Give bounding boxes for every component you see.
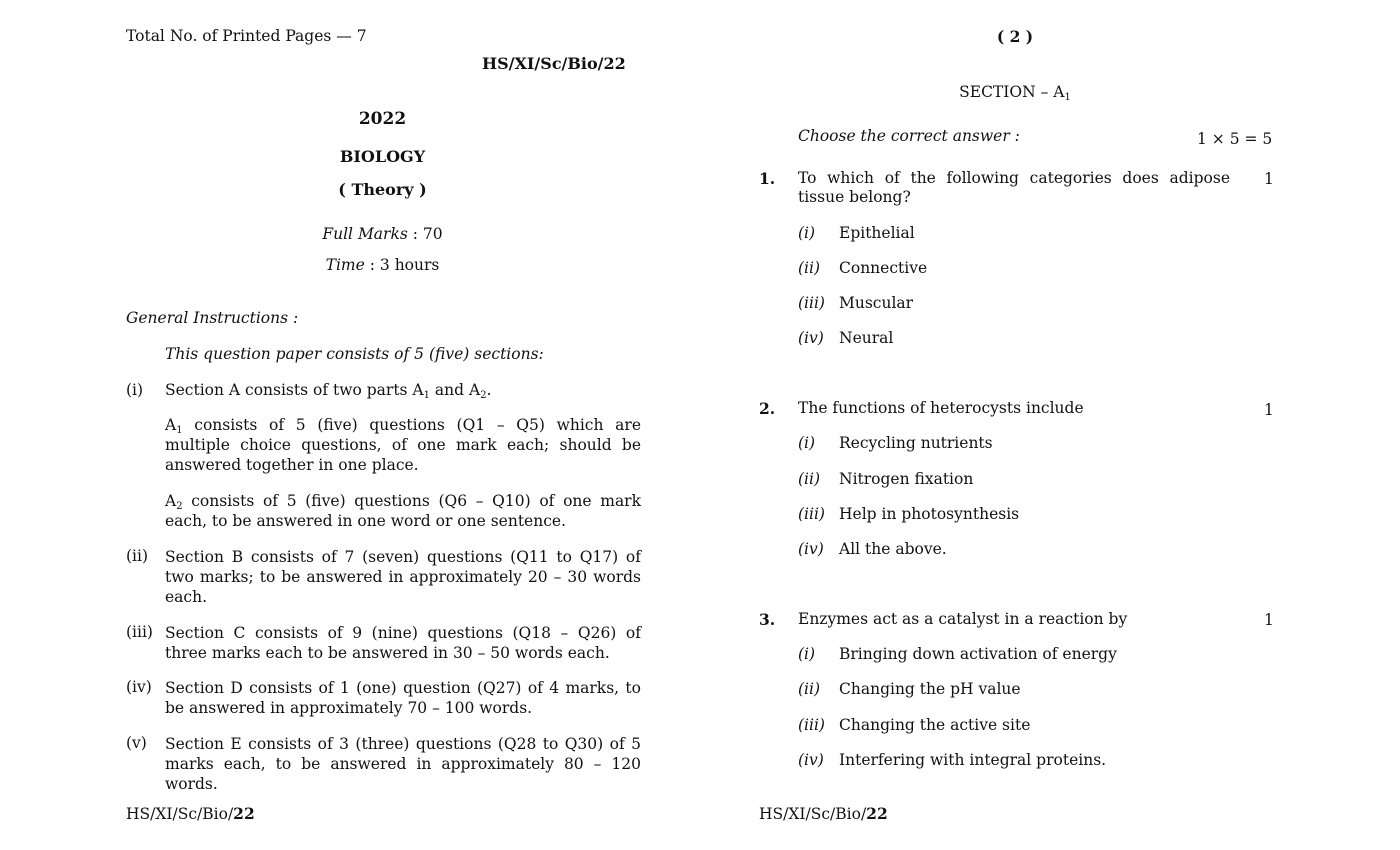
instruction-item: Section C consists of 9 (nine) questions (Q18 – Q26) of three marks each to be answered in 30 – 50 words each.	[165, 624, 641, 662]
option-text: Recycling nutrients	[839, 434, 993, 452]
page-footer	[126, 804, 255, 823]
option-text: Connective	[839, 259, 928, 277]
instruction-text: consists of 5 (five) questions (Q6 – Q10) of one mark each, to be answered in one word or one sentence.	[165, 492, 641, 530]
printed-pages-note: Total No. of Printed Pages — 7	[126, 27, 367, 45]
exam-year: 2022	[358, 109, 407, 129]
time-value: : 3 hours	[369, 256, 440, 274]
paper-code: HS/XI/Sc/Bio/22	[482, 54, 626, 73]
instruction-item	[165, 415, 641, 475]
subscript: 2	[176, 501, 183, 512]
instruction-marker: (ii)	[126, 547, 149, 565]
option-label: (iii)	[798, 294, 825, 312]
time-allowed	[270, 256, 495, 274]
option-label: (iv)	[798, 329, 824, 347]
instruction-text: Section A consists of two parts A	[165, 381, 424, 399]
subscript: 1	[423, 390, 430, 401]
question-marks: 1	[1264, 611, 1274, 629]
question-text: Enzymes act as a catalyst in a reaction by	[798, 610, 1128, 628]
option-label: (ii)	[798, 259, 821, 277]
option-label: (i)	[798, 224, 816, 242]
option-text: All the above.	[839, 540, 947, 558]
choose-instruction: Choose the correct answer :	[798, 127, 1020, 145]
question-number: 3.	[759, 610, 776, 629]
option-label: (iv)	[798, 751, 824, 769]
option-label: (ii)	[798, 470, 821, 488]
instructions-intro: This question paper consists of 5 (five) sections:	[165, 345, 544, 363]
option-text: Interfering with integral proteins.	[839, 751, 1107, 769]
question-number: 2.	[759, 399, 776, 418]
instruction-marker: (iv)	[126, 678, 152, 696]
instruction-text: and A	[430, 381, 481, 399]
question-marks: 1	[1264, 170, 1274, 188]
option-label: (iv)	[798, 540, 824, 558]
subject-title: BIOLOGY	[339, 147, 426, 166]
option-text: Muscular	[839, 294, 914, 312]
subscript: 2	[480, 390, 487, 401]
section-title	[940, 83, 1090, 101]
instruction-text: .	[486, 381, 492, 399]
instruction-marker: (iii)	[126, 623, 153, 641]
option-label: (i)	[798, 434, 816, 452]
footer-code: HS/XI/Sc/Bio/	[759, 805, 867, 823]
instruction-marker: (i)	[126, 381, 144, 399]
instruction-marker: (v)	[126, 734, 147, 752]
question-marks: 1	[1264, 401, 1274, 419]
option-text: Bringing down activation of energy	[839, 645, 1117, 663]
question-number: 1.	[759, 169, 776, 188]
option-label: (iii)	[798, 505, 825, 523]
instruction-item	[165, 491, 641, 531]
footer-number: 22	[233, 804, 255, 823]
option-text: Changing the pH value	[839, 680, 1021, 698]
right-page	[700, 0, 1400, 850]
page-footer	[759, 804, 888, 823]
option-text: Epithelial	[839, 224, 915, 242]
option-label: (i)	[798, 645, 816, 663]
subscript: 1	[176, 425, 183, 436]
instruction-item	[165, 381, 492, 399]
option-text: Help in photosynthesis	[839, 505, 1020, 523]
option-text: Nitrogen fixation	[839, 470, 974, 488]
instructions-heading: General Instructions :	[126, 309, 299, 327]
option-text: Changing the active site	[839, 716, 1031, 734]
instruction-text: A	[165, 492, 177, 510]
footer-number: 22	[866, 804, 888, 823]
instruction-item: Section D consists of 1 (one) question (Q27) of 4 marks, to be answered in approximately 70 – 100 words.	[165, 679, 641, 717]
subscript: 1	[1064, 92, 1071, 103]
question-text: The functions of heterocysts include	[798, 399, 1084, 417]
full-marks	[270, 225, 495, 243]
option-label: (iii)	[798, 716, 825, 734]
full-marks-label: Full Marks	[322, 225, 408, 243]
paper-type: ( Theory )	[338, 180, 427, 199]
time-label: Time	[325, 256, 365, 274]
question-text: To which of the following categories does adipose tissue belong?	[798, 169, 1230, 206]
option-text: Neural	[839, 329, 894, 347]
instruction-text: A	[165, 416, 177, 434]
footer-code: HS/XI/Sc/Bio/	[126, 805, 234, 823]
instruction-text: consists of 5 (five) questions (Q1 – Q5) which are multiple choice questions, of one mark each; should be answered together in one place.	[165, 416, 641, 474]
instruction-item: Section E consists of 3 (three) questions (Q28 to Q30) of 5 marks each, to be answered in approximately 80 – 120 words.	[165, 735, 641, 793]
section-title-text: SECTION – A	[959, 83, 1065, 101]
instruction-item: Section B consists of 7 (seven) questions (Q11 to Q17) of two marks; to be answered in approximately 20 – 30 words each.	[165, 548, 641, 606]
page-number: ( 2 )	[996, 27, 1034, 46]
marks-formula: 1 × 5 = 5	[1197, 130, 1273, 148]
full-marks-value: : 70	[412, 225, 443, 243]
option-label: (ii)	[798, 680, 821, 698]
